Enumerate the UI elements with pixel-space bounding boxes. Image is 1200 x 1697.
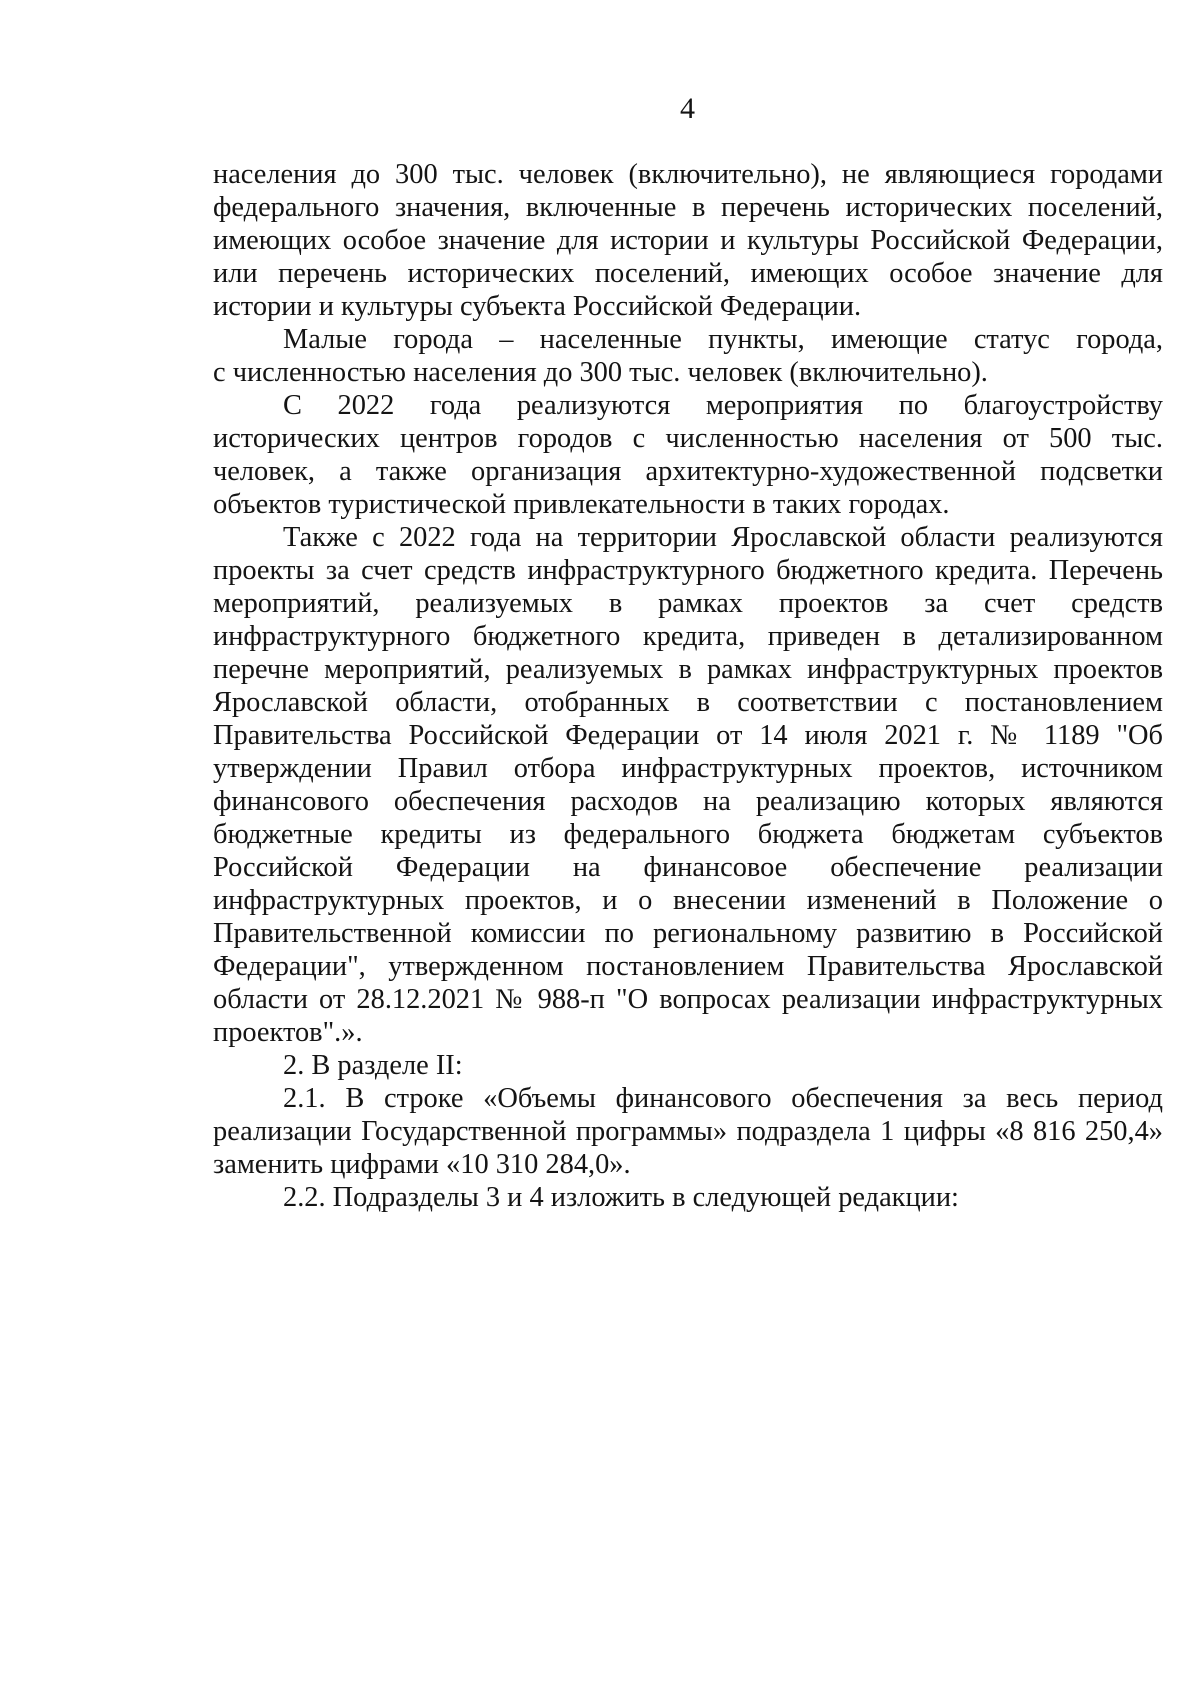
text-line: истории и культуры субъекта Российской Федерации. xyxy=(213,291,862,322)
text-line: Федерации", утвержденном постановлением Правительства Ярославской xyxy=(213,951,1163,982)
paragraph xyxy=(213,1082,1163,1181)
text-line: Правительства Российской Федерации от 14 июля 2021 г. № 1189 "Об xyxy=(213,720,1163,751)
text-line: заменить цифрами «10 310 284,0». xyxy=(213,1149,631,1180)
paragraph xyxy=(213,1181,1163,1214)
text-line: бюджетные кредиты из федерального бюджета бюджетам субъектов xyxy=(213,819,1163,850)
text-line: перечне мероприятий, реализуемых в рамках инфраструктурных проектов xyxy=(213,654,1163,685)
text-line: проекты за счет средств инфраструктурного бюджетного кредита. Перечень xyxy=(213,555,1163,586)
document-body xyxy=(213,158,1163,1214)
text-line: Российской Федерации на финансовое обеспечение реализации xyxy=(213,852,1163,883)
text-line: финансового обеспечения расходов на реализацию которых являются xyxy=(213,786,1163,817)
text-line: или перечень исторических поселений, имеющих особое значение для xyxy=(213,258,1163,289)
text-line: мероприятий, реализуемых в рамках проектов за счет средств xyxy=(213,588,1163,619)
text-line: Также с 2022 года на территории Ярославской области реализуются xyxy=(283,522,1163,553)
text-line: имеющих особое значение для истории и культуры Российской Федерации, xyxy=(213,225,1163,256)
text-line: инфраструктурных проектов, и о внесении изменений в Положение о xyxy=(213,885,1163,916)
text-line: С 2022 года реализуются мероприятия по благоустройству xyxy=(283,390,1163,421)
paragraph xyxy=(213,158,1163,323)
text-line: Правительственной комиссии по региональному развитию в Российской xyxy=(213,918,1163,949)
text-line: Ярославской области, отобранных в соответствии с постановлением xyxy=(213,687,1163,718)
text-line: населения до 300 тыс. человек (включительно), не являющиеся городами xyxy=(213,159,1163,190)
paragraph xyxy=(213,1049,1163,1082)
paragraph xyxy=(213,521,1163,1049)
text-line: объектов туристической привлекательности в таких городах. xyxy=(213,489,950,520)
text-line: 2.2. Подразделы 3 и 4 изложить в следующей редакции: xyxy=(283,1182,959,1213)
text-line: проектов".». xyxy=(213,1017,363,1048)
text-line: реализации Государственной программы» подраздела 1 цифры «8 816 250,4» xyxy=(213,1116,1163,1147)
paragraph xyxy=(213,389,1163,521)
text-line: 2. В разделе II: xyxy=(283,1050,463,1081)
paragraph xyxy=(213,323,1163,389)
text-line: с численностью населения до 300 тыс. человек (включительно). xyxy=(213,357,988,388)
text-line: инфраструктурного бюджетного кредита, приведен в детализированном xyxy=(213,621,1163,652)
page-number: 4 xyxy=(680,92,695,125)
text-line: утверждении Правил отбора инфраструктурных проектов, источником xyxy=(213,753,1163,784)
text-line: области от 28.12.2021 № 988-п "О вопросах реализации инфраструктурных xyxy=(213,984,1163,1015)
text-line: Малые города – населенные пункты, имеющие статус города, xyxy=(283,324,1163,355)
text-line: человек, а также организация архитектурно-художественной подсветки xyxy=(213,456,1163,487)
text-line: исторических центров городов с численностью населения от 500 тыс. xyxy=(213,423,1163,454)
text-line: федерального значения, включенные в перечень исторических поселений, xyxy=(213,192,1163,223)
text-line: 2.1. В строке «Объемы финансового обеспечения за весь период xyxy=(283,1083,1163,1114)
